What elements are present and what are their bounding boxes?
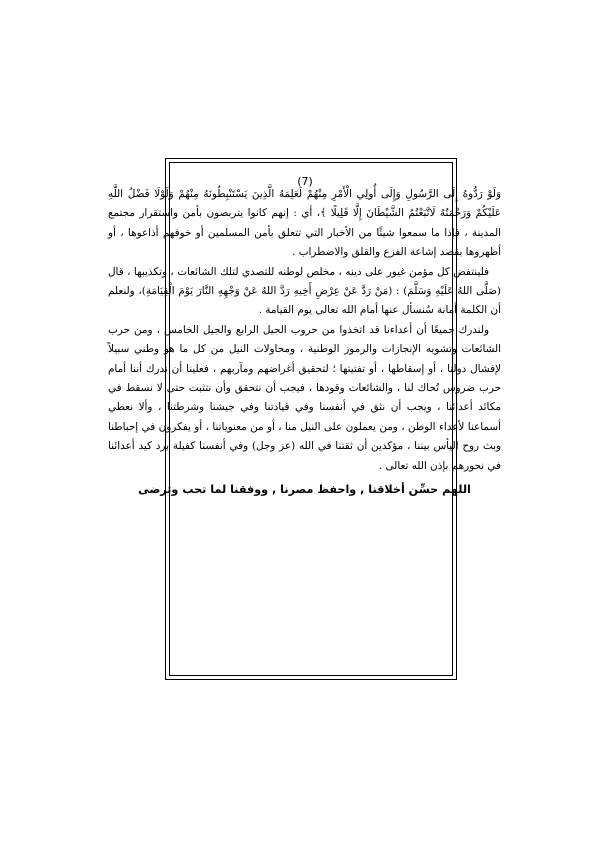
paragraph-quran-verse: وَلَوْ رَدُّوهُ إِلَى الرَّسُولِ وَإِلَى أُولِي الْأَمْرِ مِنْهُمْ لَعَلِمَهُ الَّذِينَ يَسْتَنْبِطُونَهُ مِنْهُمْ وَلَوْلَا فَضْلُ اللَّهِ عَلَيْكُمْ وَرَحْمَتُهُ لَاتَّبَعْتُمُ الشَّيْطَانَ إِلَّا قَلِيلًا ﴾، أي : إنهم كانوا يتربصون بأمن واستقرار مجتمع المدينة ، فإذا ما سمعوا شيئًا من الأخبار التي تتعلق بأمن المسلمين أو خوفهم أذاعوها ، أو أظهروها بقصد إشاعة الفزع والقلق والاضطراب .	[108, 188, 501, 259]
closing-prayer: اللهم حسِّن أخلاقنا , واحفظ مصرنا , ووفقنا لما تحب وترضى	[138, 483, 471, 497]
paragraph-counter-rumors: فلينتفض كل مؤمن غيور على دينه ، مخلص لوطنه للتصدي لتلك الشائعات ، وتكذيبها ، قال (صَلَّى اللهُ عَلَيْهِ وَسَلَّمَ) : (مَنْ رَدَّ عَنْ عِرْضِ أَخِيهِ رَدَّ اللهُ عَنْ وَجْهِهِ النَّارَ يَوْمَ الْقِيَامَةِ)، ولنعلم أن الكلمة أمانة سُنسأل عنها أمام الله تعالى يوم القيامة .	[108, 265, 501, 317]
paragraph-fourth-generation-wars: ولندرك جميعًا أن أعداءنا قد اتخذوا من حروب الجيل الرابع والجيل الخامس ، ومن حرب الشائعات وتشويه الإنجازات والرموز الوطنية ، ومحاولات النيل من كل ما هو وطني سبيلاً لإفشال دولنا ، أو إسقاطها ، أو تفتيتها ؛ لتحقيق أغراضهم ومآربهم ، فعلينا أن ندرك أننا أمام حرب ضروس تُحاك لنا ، والشائعات وقودها ، فيجب أن نتحقق وأن نتثبت حتى لا نسقط في مكائد أعدائنا ، ويجب أن نثق في أنفسنا وفي قيادتنا وفي جيشنا وشرطتنا ، وألا نعطي أسماعنا لأعداء الوطن ، ومن يعملون على النيل منا ، أو من معنوياتنا ، أو يفكرون في إحباطنا وبث روح اليأس بيننا ، مؤكدين أن ثقتنا في الله (عز وجل) وفي أنفسنا كفيلة برد كيد أعدائنا في نحورهم بإذن الله تعالى .	[108, 323, 501, 472]
document-body	[108, 176, 501, 500]
page-number: (7)	[297, 175, 313, 188]
